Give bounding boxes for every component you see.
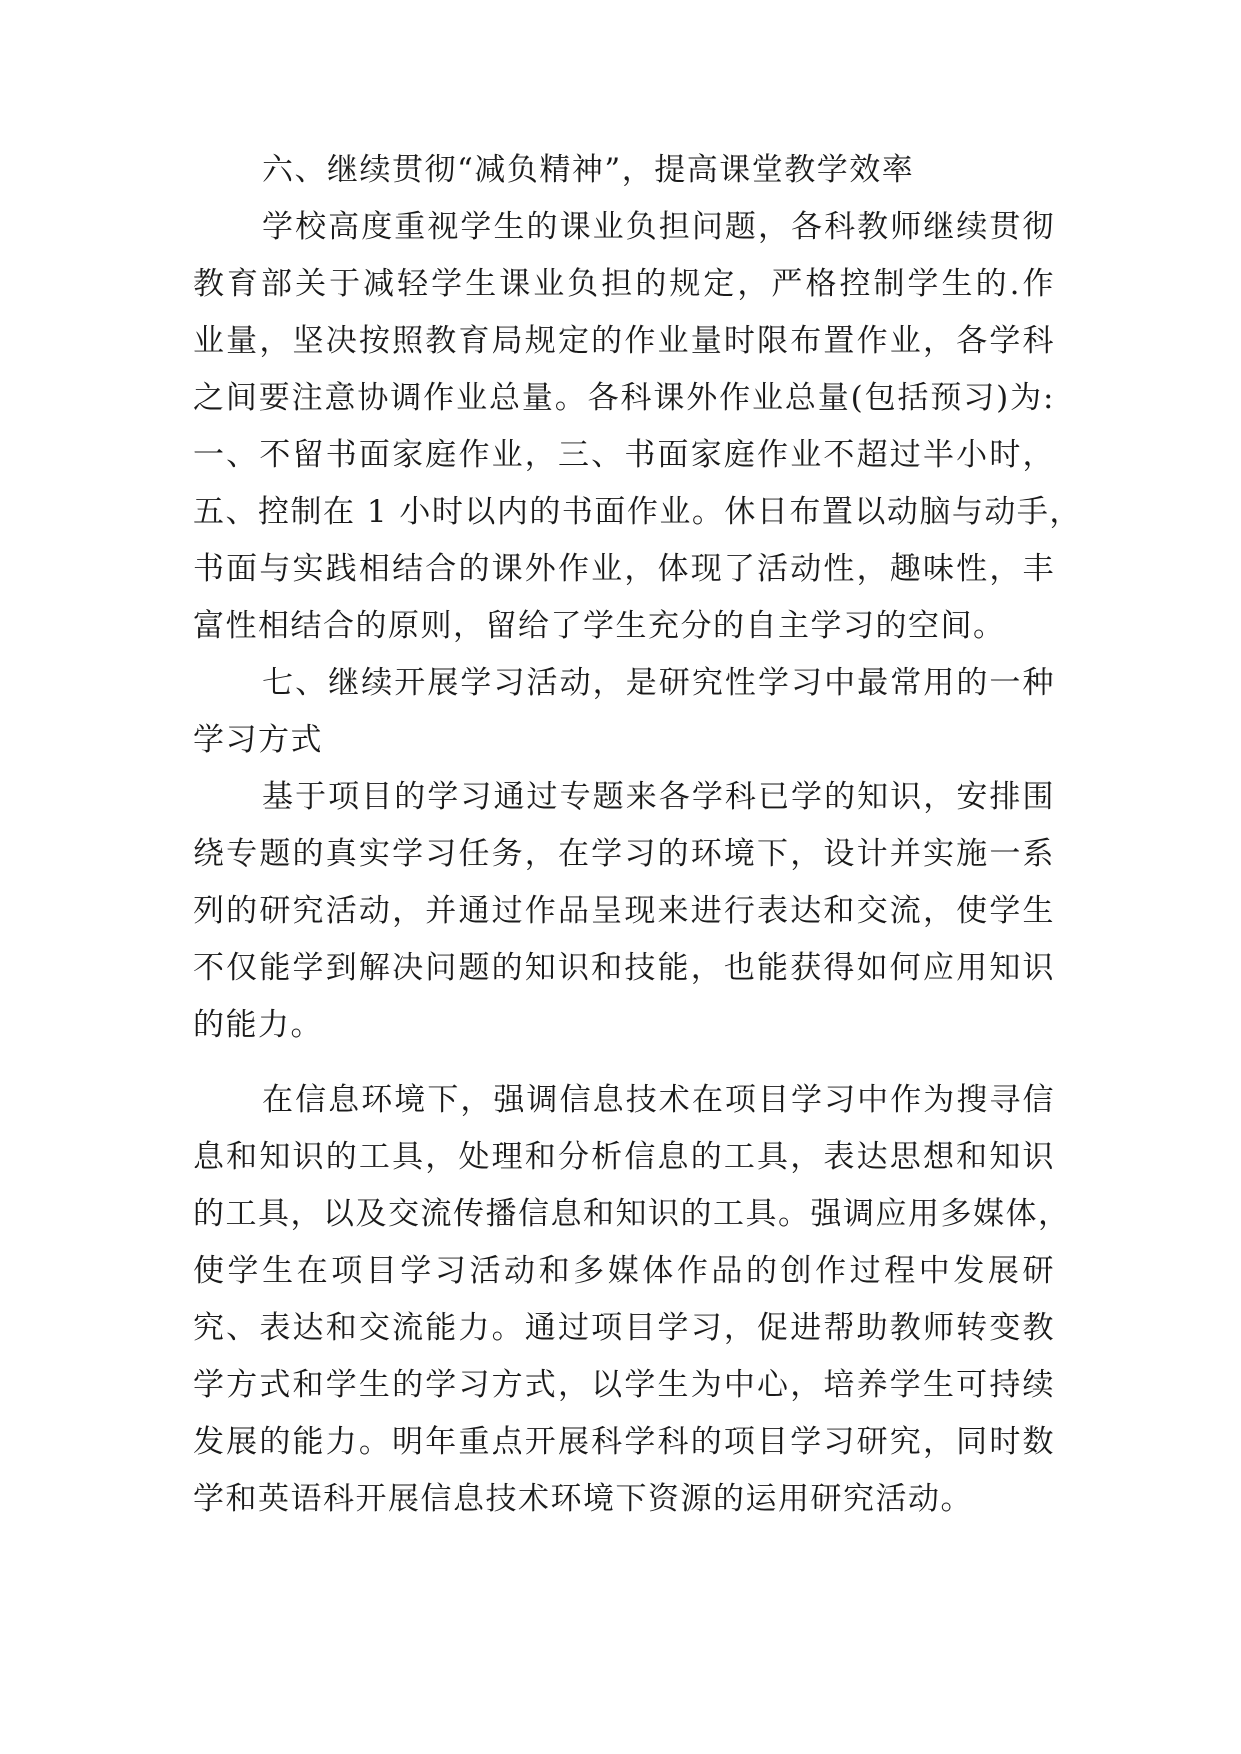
section-heading-6: 六、继续贯彻“减负精神”，提高课堂教学效率 [262, 152, 915, 188]
paragraph-line: 列的研究活动，并通过作品呈现来进行表达和交流，使学生 [193, 893, 1055, 929]
paragraph-line: 基于项目的学习通过专题来各学科已学的知识，安排围 [262, 779, 1055, 815]
paragraph-line: 书面与实践相结合的课外作业，体现了活动性，趣味性，丰 [193, 551, 1055, 587]
paragraph-line: 绕专题的真实学习任务，在学习的环境下，设计并实施一系 [193, 836, 1055, 872]
paragraph-line: 业量，坚决按照教育局规定的作业量时限布置作业，各学科 [193, 323, 1055, 359]
paragraph-line: 的工具，以及交流传播信息和知识的工具。强调应用多媒体， [193, 1196, 1071, 1232]
paragraph-line: 学校高度重视学生的课业负担问题，各科教师继续贯彻 [262, 209, 1055, 245]
paragraph-line: 教育部关于减轻学生课业负担的规定，严格控制学生的.作 [193, 266, 1055, 302]
paragraph-line: 发展的能力。明年重点开展科学科的项目学习研究，同时数 [193, 1424, 1055, 1460]
paragraph-line: 使学生在项目学习活动和多媒体作品的创作过程中发展研 [193, 1253, 1055, 1289]
paragraph-line: 之间要注意协调作业总量。各科课外作业总量(包括预习)为: [193, 380, 1055, 416]
section-heading-7: 七、继续开展学习活动，是研究性学习中最常用的一种 [262, 665, 1055, 701]
paragraph-line: 五、控制在 1 小时以内的书面作业。休日布置以动脑与动手， [193, 494, 1082, 530]
paragraph-line: 的能力。 [193, 1007, 323, 1043]
paragraph-line: 学和英语科开展信息技术环境下资源的运用研究活动。 [193, 1481, 973, 1517]
paragraph-line: 在信息环境下，强调信息技术在项目学习中作为搜寻信 [262, 1082, 1055, 1118]
paragraph-line: 富性相结合的原则，留给了学生充分的自主学习的空间。 [193, 608, 1006, 644]
section-heading-7-cont: 学习方式 [193, 722, 323, 758]
paragraph-line: 学方式和学生的学习方式，以学生为中心，培养学生可持续 [193, 1367, 1055, 1403]
paragraph-line: 息和知识的工具，处理和分析信息的工具，表达思想和知识 [193, 1139, 1055, 1175]
paragraph-line: 不仅能学到解决问题的知识和技能，也能获得如何应用知识 [193, 950, 1055, 986]
paragraph-line: 一、不留书面家庭作业，三、书面家庭作业不超过半小时， [193, 437, 1055, 473]
paragraph-line: 究、表达和交流能力。通过项目学习，促进帮助教师转变教 [193, 1310, 1055, 1346]
